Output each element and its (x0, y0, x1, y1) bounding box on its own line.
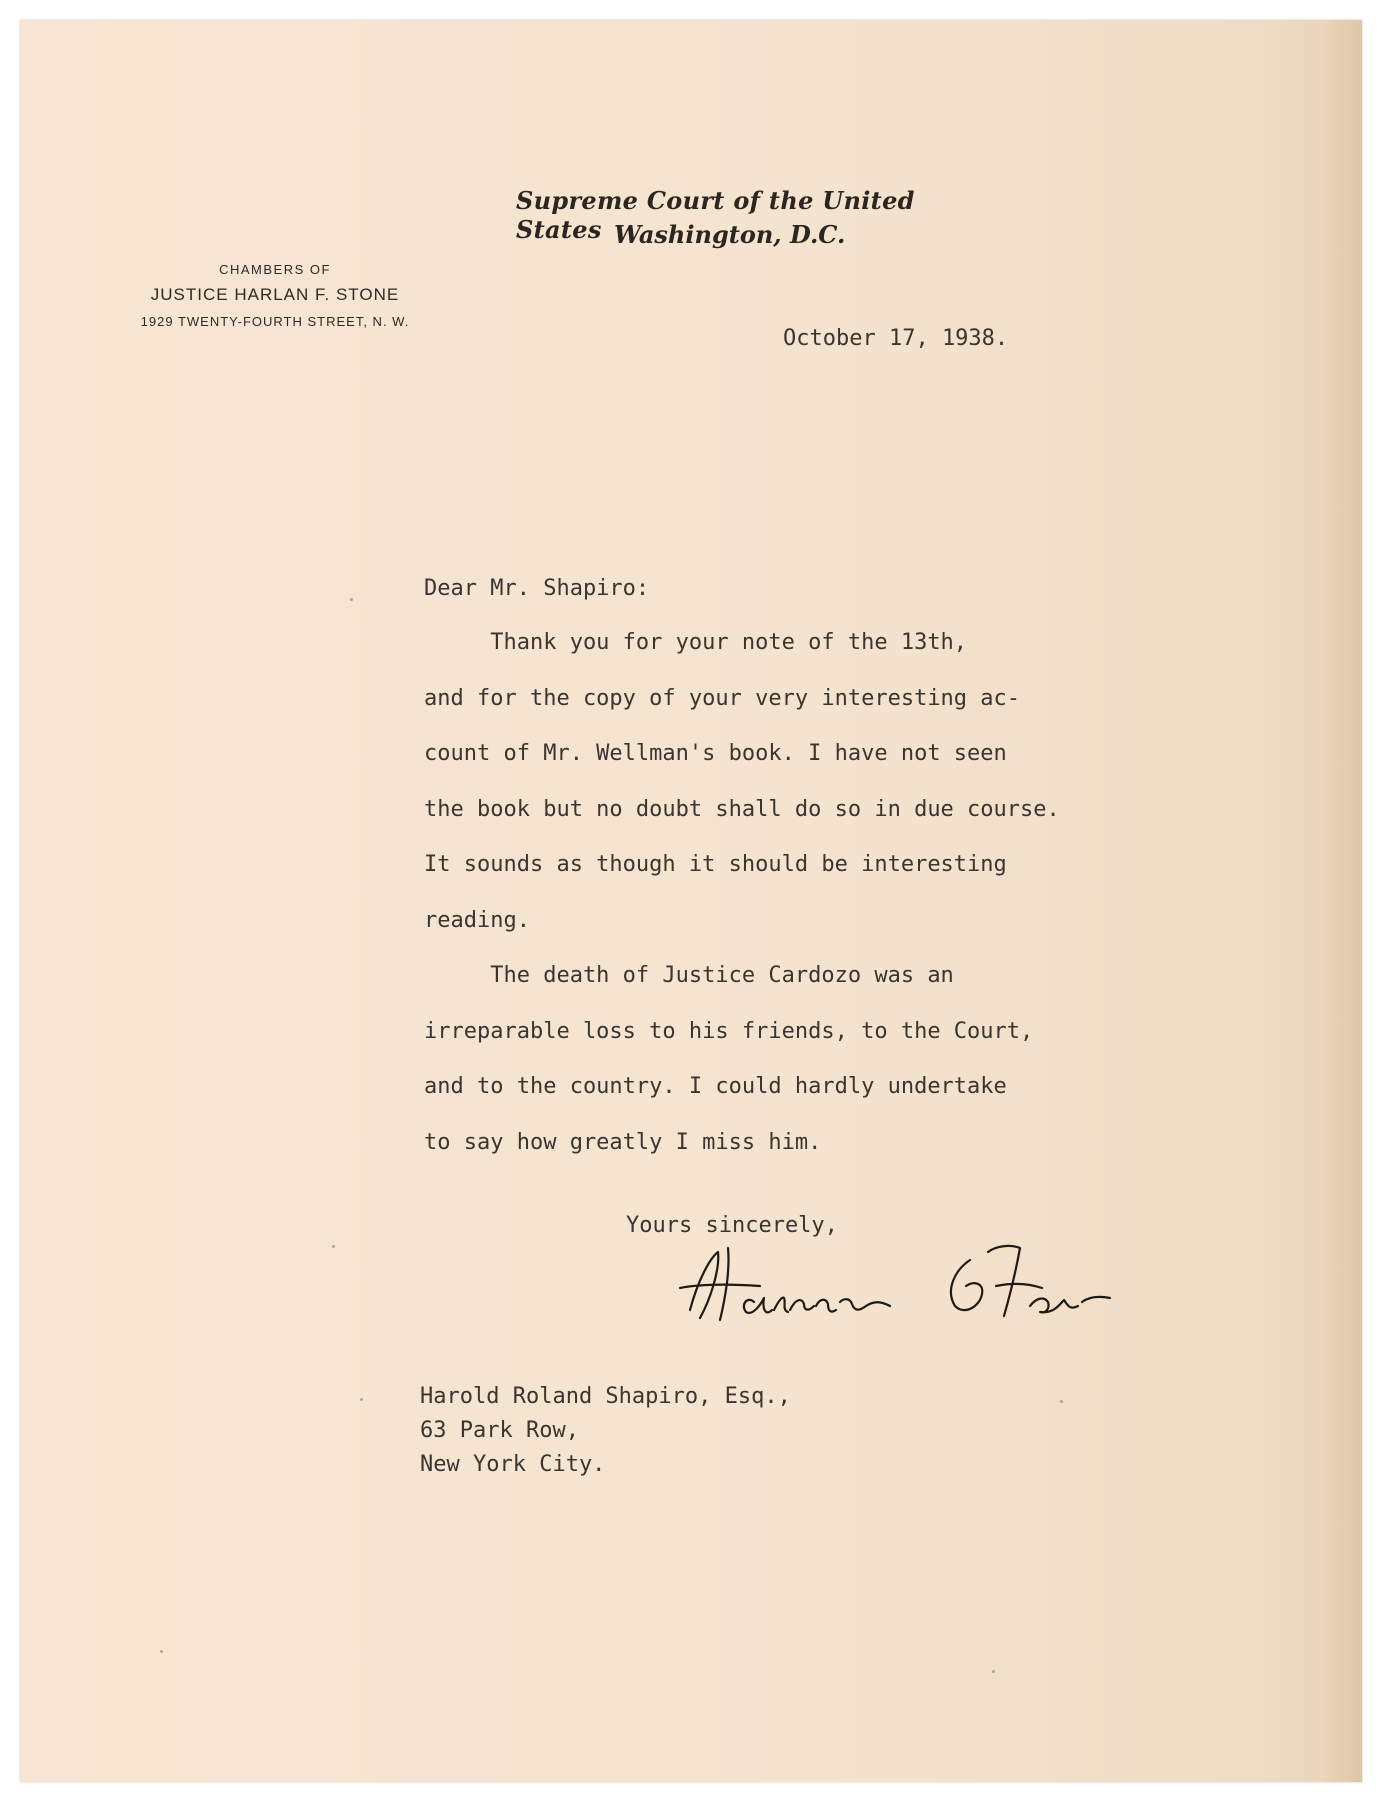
paper-speck (160, 1650, 163, 1653)
letter-date: October 17, 1938. (783, 326, 1009, 351)
paper-speck (360, 1398, 363, 1401)
salutation: Dear Mr. Shapiro: (424, 576, 650, 601)
signature (670, 1240, 1130, 1340)
court-heading: Supreme Court of the United States (516, 186, 915, 244)
chambers-block (110, 260, 440, 334)
letter-page (20, 20, 1362, 1782)
paper-speck (350, 598, 353, 601)
paper-speck (1060, 1400, 1063, 1403)
body-line: count of Mr. Wellman's book. I have not seen (424, 741, 1007, 766)
address-line: Harold Roland Shapiro, Esq., (420, 1384, 791, 1409)
paper-speck (992, 1670, 995, 1673)
body-line: It sounds as though it should be interesting (424, 852, 1007, 877)
body-line: The death of Justice Cardozo was an (424, 963, 954, 988)
body-line: and for the copy of your very interesting ac- (424, 686, 1021, 711)
street-address: 1929 TWENTY-FOURTH STREET, N. W. (140, 314, 410, 329)
body-line: irreparable loss to his friends, to the Court, (424, 1019, 1034, 1044)
chambers-label: CHAMBERS OF (219, 262, 331, 277)
body-line: and to the country. I could hardly undertake (424, 1074, 1007, 1099)
justice-name: JUSTICE HARLAN F. STONE (150, 285, 400, 304)
body-line: the book but no doubt shall do so in due course. (424, 797, 1060, 822)
court-city: Washington, D.C. (614, 220, 846, 249)
closing: Yours sincerely, (626, 1213, 838, 1238)
address-line: 63 Park Row, (420, 1418, 579, 1443)
body-line: Thank you for your note of the 13th, (424, 630, 968, 655)
body-line: to say how greatly I miss him. (424, 1130, 822, 1155)
address-line: New York City. (420, 1452, 606, 1477)
paper-speck (332, 1245, 335, 1248)
body-line: reading. (424, 908, 530, 933)
